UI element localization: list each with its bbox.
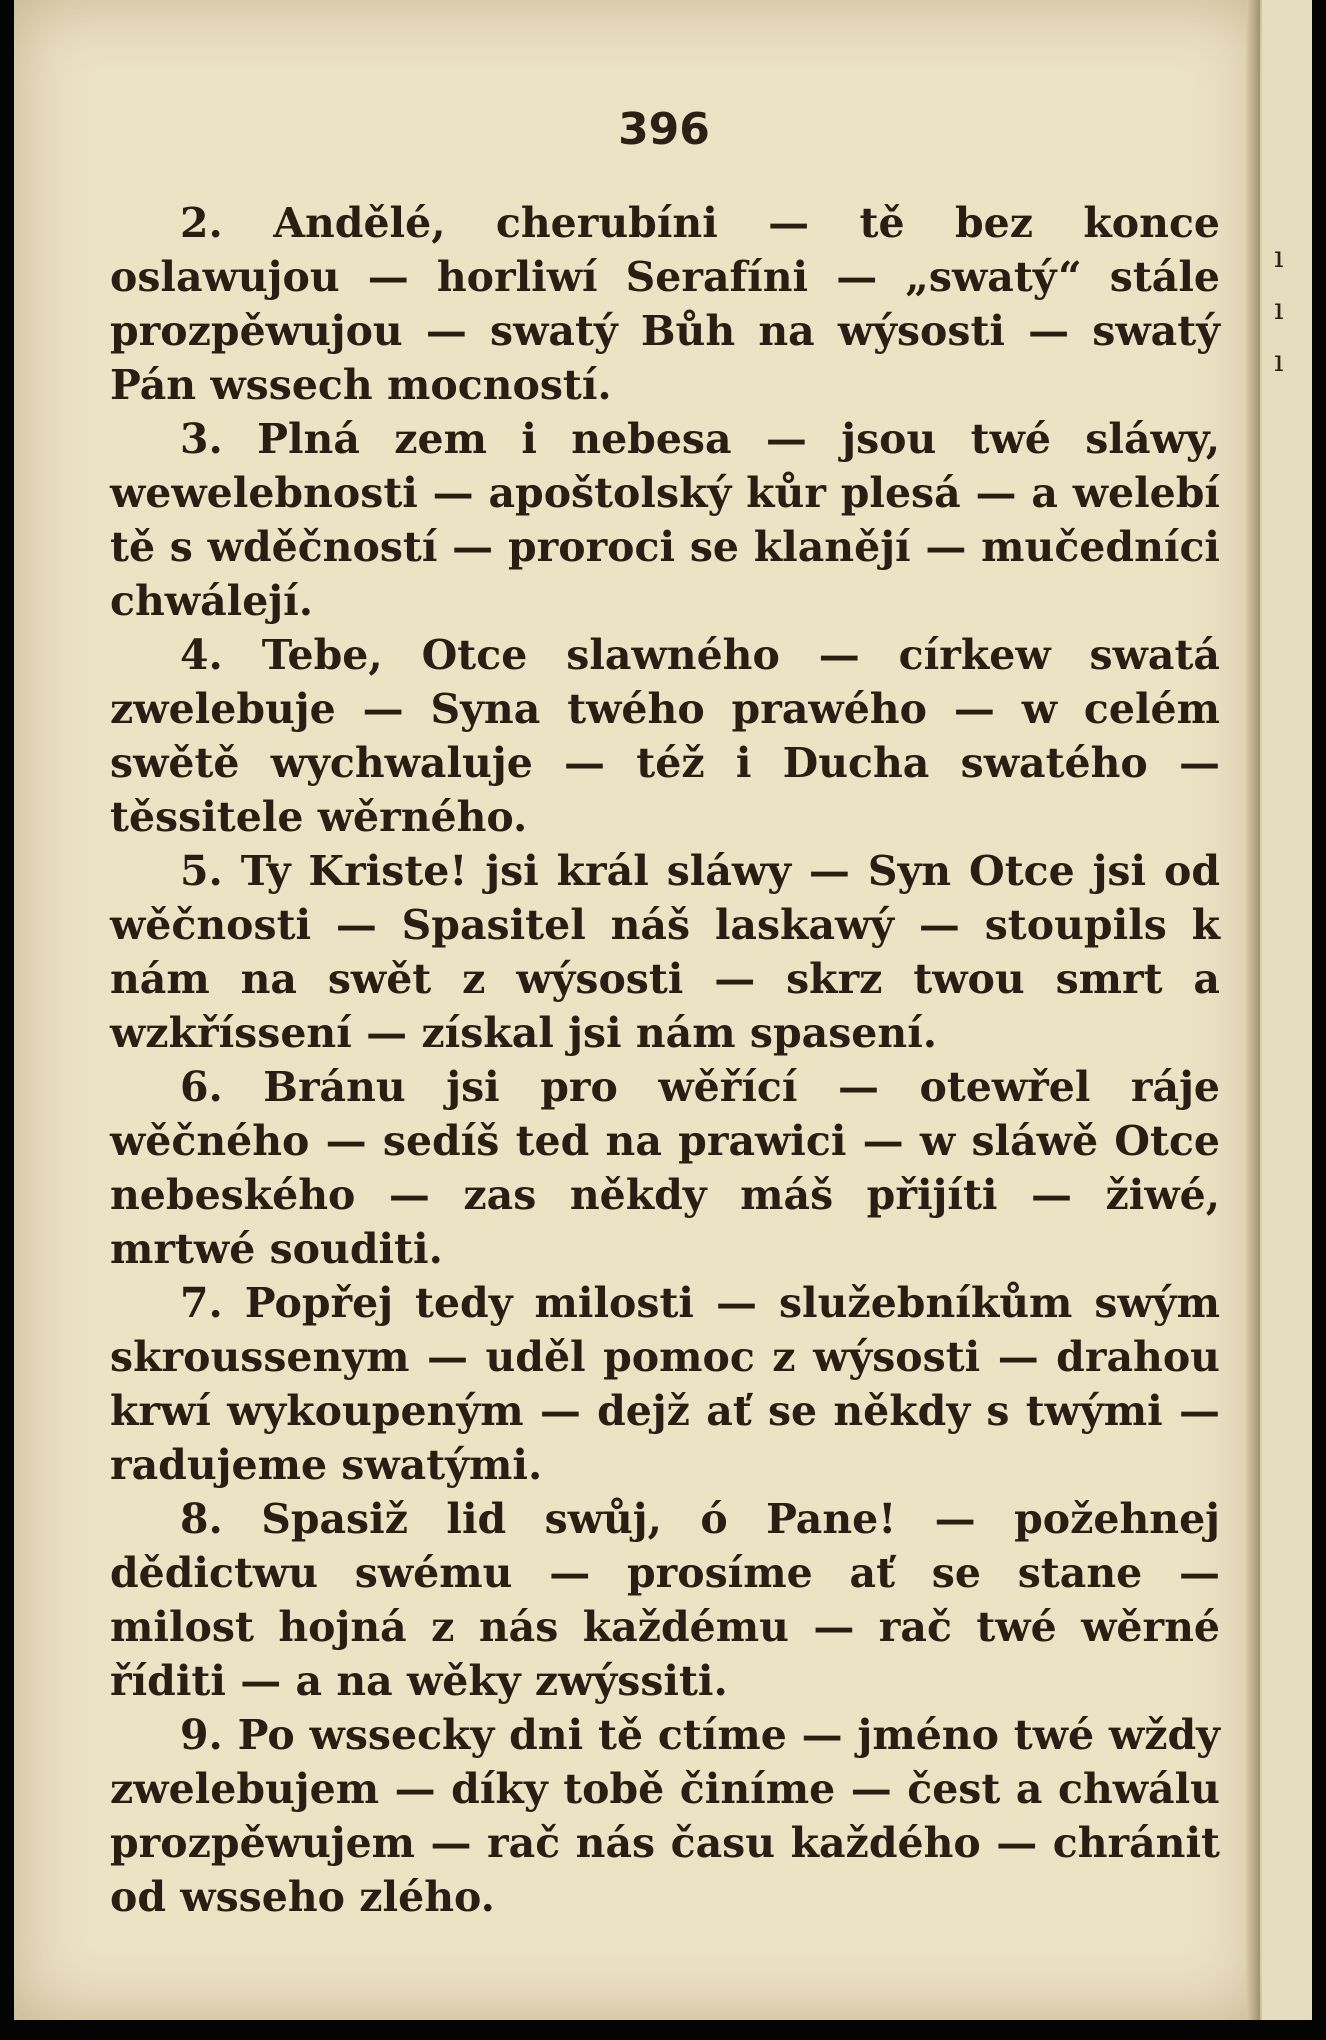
stanza-3: 3. Plná zem i nebesa — jsou twé sláwy, wewelebnosti — apoštolský kůr plesá — a welebí tě s wděčností — proroci se klanějí — mučedníci chwálejí. [110,415,1220,625]
stanza-5: 5. Ty Kriste! jsi král sláwy — Syn Otce jsi od wěčnosti — Spasitel náš laskawý — stoupils k nám na swět z wýsosti — skrz twou smrt a wzkříssení — získal jsi nám spasení. [110,847,1220,1057]
stanza-2: 2. Andělé, cherubíni — tě bez konce oslawujou — horliwí Serafíni — „swatý“ stále prozpěwujou — swatý Bůh na wýsosti — swatý Pán wssech mocností. [110,199,1220,409]
adjacent-page-glyph: ı [1274,292,1284,327]
stanza-7: 7. Popřej tedy milosti — služebníkům swým skroussenym — uděl pomoc z wýsosti — drahou krwí wykoupeným — dejž ať se někdy s twými — radujeme swatými. [110,1279,1220,1489]
hymn-text [110,196,1220,1924]
stanza-4: 4. Tebe, Otce slawného — církew swatá zwelebuje — Syna twého prawého — w celém swětě wychwaluje — též i Ducha swatého — těssitele wěrného. [110,631,1220,841]
adjacent-page-glyph: ı [1274,344,1284,379]
book-page [14,0,1264,2020]
adjacent-page-edge [1262,0,1312,2020]
adjacent-page-glyph: ı [1274,240,1284,275]
stanza-8: 8. Spasiž lid swůj, ó Pane! — požehnej dědictwu swému — prosíme ať se stane — milost hojná z nás každému — rač twé wěrné říditi — a na wěky zwýssiti. [110,1495,1220,1705]
book-gutter [1246,0,1260,2020]
page-number: 396 [618,104,710,155]
stanza-6: 6. Bránu jsi pro wěřící — otewřel ráje wěčného — sedíš ted na prawici — w sláwě Otce nebeského — zas někdy máš přijíti — žiwé, mrtwé souditi. [110,1063,1220,1273]
stanza-9: 9. Po wssecky dni tě ctíme — jméno twé wždy zwelebujem — díky tobě činíme — čest a chwálu prozpěwujem — rač nás času každého — chránit od wsseho zlého. [110,1711,1220,1921]
